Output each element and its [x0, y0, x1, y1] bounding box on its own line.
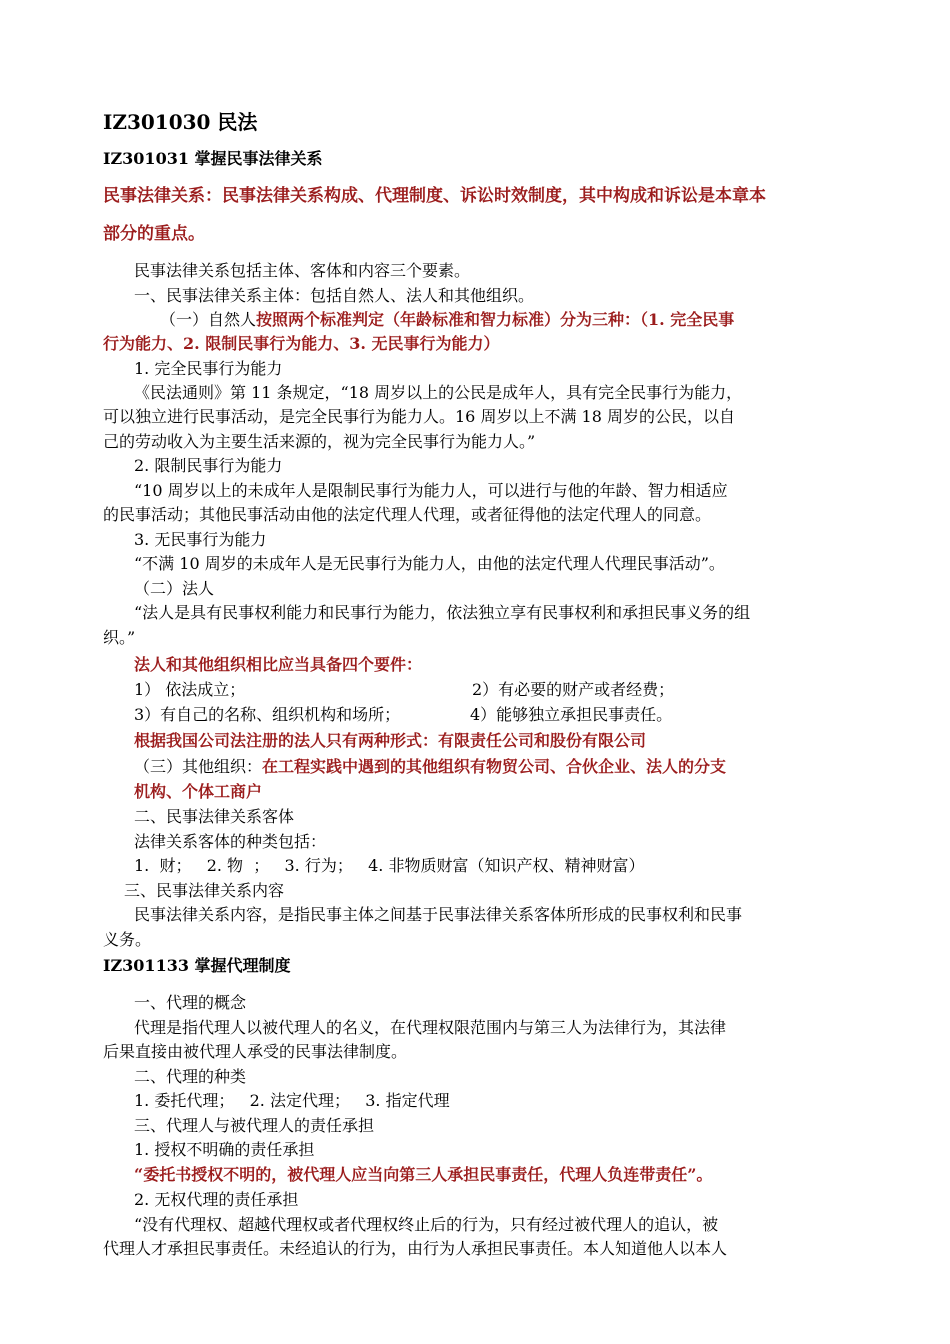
- limited-capacity-heading: 2. 限制民事行为能力: [134, 456, 283, 475]
- limited-capacity-text-1: “10 周岁以上的未成年人是限制民事行为能力人，可以进行与他的年龄、智力相适应: [134, 481, 728, 500]
- other-org-prefix: （三）其他组织：: [134, 757, 263, 776]
- full-capacity-text-1: 《民法通则》第 11 条规定，“18 周岁以上的公民是成年人，具有完全民事行为能力，: [134, 383, 743, 402]
- unclear-authorization-rule: “委托书授权不明的，被代理人应当向第三人承担民事责任，代理人负连带责任”。: [134, 1165, 713, 1184]
- unauthorized-agency-heading: 2. 无权代理的责任承担: [134, 1190, 299, 1209]
- requirement-3: 3）有自己的名称、组织机构和场所；: [134, 705, 401, 724]
- intro-paragraph: 民事法律关系包括主体、客体和内容三个要素。: [134, 261, 471, 280]
- section-heading-agency: IZ301133 掌握代理制度: [103, 956, 291, 975]
- page-title: IZ301030 民法: [103, 110, 258, 134]
- requirement-2: 2）有必要的财产或者经费；: [472, 680, 675, 699]
- company-forms-note: 根据我国公司法注册的法人只有两种形式：有限责任公司和股份有限公司: [134, 731, 647, 750]
- agency-concept-text-1: 代理是指代理人以被代理人的名义，在代理权限范围内与第三人为法律行为，其法律: [134, 1018, 727, 1037]
- natural-person-emphasis-2: 行为能力、2. 限制民事行为能力、3. 无民事行为能力）: [103, 334, 500, 353]
- content-heading: 三、民事法律关系内容: [124, 881, 285, 900]
- other-org-emphasis-1: 在工程实践中遇到的其他组织有物贸公司、合伙企业、法人的分支: [262, 757, 727, 776]
- other-org-emphasis-2: 机构、个体工商户: [134, 782, 263, 801]
- natural-person-emphasis-1: 按照两个标准判定（年龄标准和智力标准）分为三种：（1. 完全民事: [256, 310, 735, 329]
- other-org-line-1: [134, 755, 884, 779]
- unclear-authorization-heading: 1. 授权不明确的责任承担: [134, 1140, 315, 1159]
- full-capacity-text-2: 可以独立进行民事活动，是完全民事行为能力人。16 周岁以上不满 18 周岁的公民，以自: [103, 407, 735, 426]
- natural-person-prefix: （一）自然人: [160, 310, 257, 329]
- content-text-1: 民事法律关系内容，是指民事主体之间基于民事法律关系客体所形成的民事权利和民事: [134, 905, 743, 924]
- unauthorized-agency-text-1: “没有代理权、超越代理权或者代理权终止后的行为，只有经过被代理人的追认，被: [134, 1215, 719, 1234]
- legal-person-text-2: 织。”: [103, 628, 136, 647]
- liability-heading: 三、代理人与被代理人的责任承担: [134, 1116, 375, 1135]
- no-capacity-heading: 3. 无民事行为能力: [134, 530, 267, 549]
- legal-person-heading: （二）法人: [134, 579, 215, 598]
- summary-line-2: 部分的重点。: [103, 224, 205, 244]
- legal-person-text-1: “法人是具有民事权利能力和民事行为能力，依法独立享有民事权利和承担民事义务的组: [134, 603, 751, 622]
- object-types-list: 1. 财； 2. 物 ； 3. 行为； 4. 非物质财富（知识产权、精神财富）: [134, 856, 645, 875]
- no-capacity-text: “不满 10 周岁的未成年人是无民事行为能力人，由他的法定代理人代理民事活动”。: [134, 554, 725, 573]
- agency-concept-text-2: 后果直接由被代理人承受的民事法律制度。: [103, 1042, 408, 1061]
- agency-types-list: 1. 委托代理； 2. 法定代理； 3. 指定代理: [134, 1091, 450, 1110]
- requirement-1: 1） 依法成立；: [134, 680, 246, 699]
- unauthorized-agency-text-2: 代理人才承担民事责任。未经追认的行为，由行为人承担民事责任。本人知道他人以本人: [103, 1239, 728, 1258]
- full-capacity-heading: 1. 完全民事行为能力: [134, 359, 283, 378]
- full-capacity-text-3: 己的劳动收入为主要生活来源的，视为完全民事行为能力人。”: [103, 432, 536, 451]
- summary-line-1: 民事法律关系：民事法律关系构成、代理制度、诉讼时效制度，其中构成和诉讼是本章本: [103, 186, 766, 206]
- requirement-4: 4）能够独立承担民事责任。: [470, 705, 673, 724]
- subject-heading: 一、民事法律关系主体：包括自然人、法人和其他组织。: [134, 286, 535, 305]
- limited-capacity-text-2: 的民事活动；其他民事活动由他的法定代理人代理，或者征得他的法定代理人的同意。: [103, 505, 712, 524]
- content-text-2: 义务。: [103, 930, 152, 949]
- requirements-heading: 法人和其他组织相比应当具备四个要件：: [134, 655, 423, 674]
- object-heading: 二、民事法律关系客体: [134, 807, 295, 826]
- agency-concept-heading: 一、代理的概念: [134, 993, 247, 1012]
- natural-person-line-1: [160, 308, 910, 332]
- object-types-intro: 法律关系客体的种类包括：: [134, 832, 327, 851]
- section-heading-civil-relations: IZ301031 掌握民事法律关系: [103, 149, 323, 168]
- agency-types-heading: 二、代理的种类: [134, 1067, 247, 1086]
